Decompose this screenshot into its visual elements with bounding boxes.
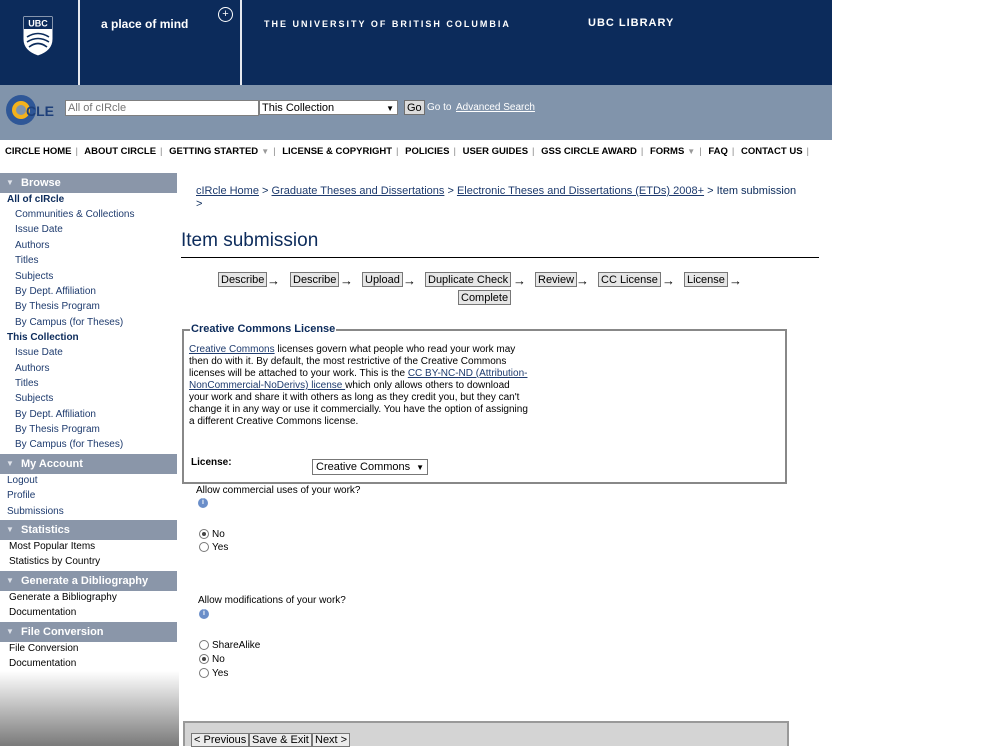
step-license[interactable]: License [684,272,728,287]
advanced-search-link[interactable]: Advanced Search [456,102,535,113]
sidebar-item-subjects[interactable]: Subjects [15,393,54,404]
arrow-right-icon: → [729,273,742,288]
breadcrumb-separator: > [262,185,269,197]
circle-logo[interactable] [4,93,62,127]
sidebar [0,173,179,746]
arrow-right-icon: → [662,273,675,288]
search-scope-select[interactable] [259,100,398,115]
sidebar-item-stats-country[interactable]: Statistics by Country [9,556,101,567]
arrow-right-icon: → [576,273,589,288]
license-select[interactable] [312,459,428,475]
nav-contact-us[interactable]: CONTACT US [740,146,803,157]
sidebar-item-file-conversion[interactable]: File Conversion [9,643,79,654]
modifications-no-radio[interactable] [199,654,209,664]
page-title: Item submission [181,230,319,251]
breadcrumb [196,185,811,211]
sidebar-item-campus[interactable]: By Campus (for Theses) [15,317,124,328]
svg-text:UBC: UBC [28,18,48,29]
cc-license-legend: Creative Commons License [191,323,336,335]
plus-circle-icon[interactable]: + [218,7,233,22]
breadcrumb-separator: > [707,185,714,197]
breadcrumb-home-link[interactable]: cIRcle Home [196,185,259,197]
previous-button[interactable]: < Previous [191,733,249,747]
sidebar-item-documentation[interactable]: Documentation [9,607,77,618]
license-select-value: Creative Commons [316,461,411,473]
sidebar-header-label: Generate a Dibliography [21,575,149,587]
step-describe-1[interactable]: Describe [218,272,267,287]
sidebar-item-authors[interactable]: Authors [15,240,50,251]
chevron-down-icon: ▼ [386,104,394,113]
sidebar-header-file-conversion[interactable] [0,622,177,642]
sidebar-item-most-popular[interactable]: Most Popular Items [9,541,96,552]
search-input[interactable] [65,100,259,116]
go-button[interactable]: Go [404,100,425,115]
cc-by-nc-nd-link[interactable]: CC BY-NC-ND (Attribution-NonCommercial-NoDerivs) license [189,368,528,391]
modifications-question: Allow modifications of your work? [198,595,346,606]
university-name[interactable]: THE UNIVERSITY OF BRITISH COLUMBIA [264,19,511,29]
nav-circle-home[interactable]: CIRCLE HOME [5,146,72,157]
sidebar-item-issue-date[interactable]: Issue Date [15,224,63,235]
cc-text-2: which only allows others to download your work and share it with others as long as they credit you, but they can't change it in any way or use it commercially. You have the option of assigning a different Creative Commons license. [189,380,528,427]
breadcrumb-level2-link[interactable]: Electronic Theses and Dissertations (ETDs) 2008+ [456,185,705,197]
sidebar-header-browse[interactable] [0,173,177,193]
sidebar-all-circle: All of cIRcle [7,194,65,205]
step-duplicate-check[interactable]: Duplicate Check [425,272,511,287]
sidebar-item-submissions[interactable]: Submissions [7,506,64,517]
site-header [0,0,832,85]
sidebar-header-statistics[interactable] [0,520,177,540]
sidebar-item-thesis-program[interactable]: By Thesis Program [15,424,100,435]
modifications-yes-radio[interactable] [199,668,209,678]
sidebar-item-generate-bibliography[interactable]: Generate a Bibliography [9,592,117,603]
modifications-sharealike-label: ShareAlike [212,640,261,651]
sidebar-header-label: File Conversion [21,626,104,638]
sidebar-item-campus[interactable]: By Campus (for Theses) [15,439,124,450]
sidebar-item-titles[interactable]: Titles [15,255,39,266]
nav-about-circle[interactable]: ABOUT CIRCLE [84,146,157,157]
step-describe-2[interactable]: Describe [290,272,339,287]
sidebar-item-authors[interactable]: Authors [15,363,50,374]
nav-gss-circle-award[interactable]: GSS CIRCLE AWARD [541,146,637,157]
modifications-yes-label: Yes [212,668,229,679]
header-divider [240,0,242,85]
arrow-right-icon: → [267,273,280,288]
sidebar-item-subjects[interactable]: Subjects [15,271,54,282]
step-complete[interactable]: Complete [458,290,511,305]
info-icon[interactable]: i [199,609,209,619]
commercial-no-label: No [212,529,225,540]
chevron-down-icon: ▼ [687,147,696,156]
sidebar-item-logout[interactable]: Logout [7,475,38,486]
goto-label: Go to [427,102,452,113]
nav-user-guides[interactable]: USER GUIDES [462,146,529,157]
triangle-down-icon: ▼ [6,459,14,468]
search-bar [0,85,832,140]
chevron-down-icon: ▼ [261,147,270,156]
sidebar-item-communities[interactable]: Communities & Collections [15,209,135,220]
header-divider [78,0,80,85]
arrow-right-icon: → [340,273,353,288]
sidebar-header-label: Statistics [21,524,70,536]
title-divider [181,257,819,258]
step-upload[interactable]: Upload [362,272,403,287]
sidebar-item-dept[interactable]: By Dept. Affiliation [15,409,96,420]
sidebar-item-dept[interactable]: By Dept. Affiliation [15,286,96,297]
modifications-no-label: No [212,654,225,665]
ubc-crest-logo[interactable] [22,15,54,57]
cc-license-description [189,344,529,428]
breadcrumb-separator: > [447,185,454,197]
main-nav: CIRCLE HOME | ABOUT CIRCLE | GETTING STARTED ▼ | LICENSE & COPYRIGHT | POLICIES | USER GUIDES | GSS CIRCLE AWARD | FORMS ▼ | FAQ | CONTACT US | [5,146,810,157]
creative-commons-link[interactable]: Creative Commons [189,344,275,355]
triangle-down-icon: ▼ [6,525,14,534]
nav-getting-started[interactable]: GETTING STARTED [169,146,259,157]
sidebar-item-thesis-program[interactable]: By Thesis Program [15,301,100,312]
info-icon[interactable]: i [198,498,208,508]
sidebar-item-documentation[interactable]: Documentation [9,658,77,669]
sidebar-item-titles[interactable]: Titles [15,378,39,389]
nav-forms[interactable]: FORMS [649,146,685,157]
save-exit-button[interactable]: Save & Exit [249,733,312,747]
commercial-use-question: Allow commercial uses of your work? [196,485,361,496]
breadcrumb-current: Item submission [716,185,797,197]
triangle-down-icon: ▼ [6,178,14,187]
nav-faq[interactable]: FAQ [708,146,728,157]
sidebar-header-account[interactable] [0,454,177,474]
commercial-no-radio[interactable] [199,529,209,539]
cc-text-1: licenses govern what people who read your work may then do with it. By default, the most restrictive of the Creative Commons licenses will be attached to your work. This is the [189,344,516,379]
commercial-yes-radio[interactable] [199,542,209,552]
next-button[interactable]: Next > [312,733,350,747]
sidebar-header-bibliography[interactable] [0,571,177,591]
license-label: License: [191,457,232,468]
nav-license-copyright[interactable]: LICENSE & COPYRIGHT [282,146,393,157]
breadcrumb-separator: > [196,198,203,210]
nav-policies[interactable]: POLICIES [405,146,450,157]
sidebar-header-label: My Account [21,458,83,470]
tagline: a place of mind [101,17,189,31]
search-scope-value: This Collection [262,102,335,114]
arrow-right-icon: → [403,273,416,288]
step-cc-license[interactable]: CC License [598,272,661,287]
sidebar-this-collection: This Collection [7,332,79,343]
library-name[interactable]: UBC LIBRARY [588,17,675,29]
commercial-yes-label: Yes [212,542,229,553]
sidebar-header-label: Browse [21,177,61,189]
breadcrumb-level1-link[interactable]: Graduate Theses and Dissertations [271,185,445,197]
modifications-sharealike-radio[interactable] [199,640,209,650]
step-review[interactable]: Review [535,272,577,287]
svg-text:CLE: CLE [26,103,54,119]
triangle-down-icon: ▼ [6,576,14,585]
arrow-right-icon: → [513,273,526,288]
sidebar-item-issue-date[interactable]: Issue Date [15,347,63,358]
chevron-down-icon: ▼ [416,463,424,472]
triangle-down-icon: ▼ [6,627,14,636]
sidebar-item-profile[interactable]: Profile [7,490,36,501]
